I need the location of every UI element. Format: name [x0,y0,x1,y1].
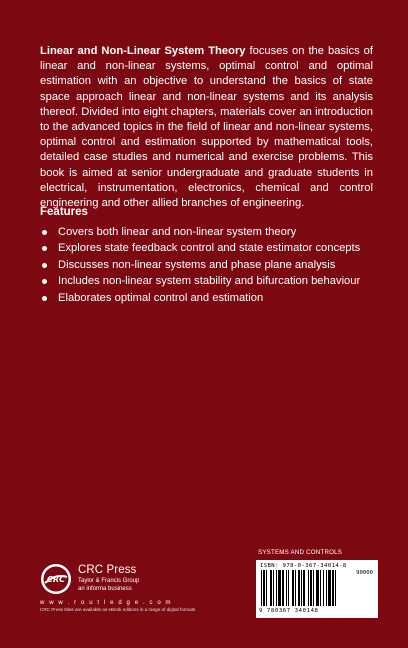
barcode-bar [286,570,287,606]
publisher-name: CRC Press [78,564,137,576]
barcode-bar [323,570,324,606]
series-label: SYSTEMS AND CONTROLS [258,549,343,556]
blurb-paragraph [40,44,373,211]
features-list [40,224,380,306]
barcode-bar [276,570,277,606]
barcode-bar [335,570,336,606]
barcode-bar [266,570,267,606]
barcode-bar [273,570,274,606]
feature-item [40,240,380,256]
book-title: Linear and Non-Linear System Theory [40,45,246,57]
bullet-icon [42,296,47,301]
barcode-bar [332,570,334,606]
barcode-bar [288,570,289,606]
barcode-box [256,560,378,618]
barcode-bar [310,570,312,606]
svg-text:CRC: CRC [47,575,65,584]
barcode-bar [263,570,265,606]
barcode-bar [298,570,300,606]
barcode-icon [261,570,351,608]
bullet-icon [42,246,47,251]
bullet-icon [42,230,47,235]
feature-text: Covers both linear and non-linear system theory [58,226,297,238]
feature-text: Explores state feedback control and state estimator concepts [58,242,361,255]
barcode-bar [270,570,272,606]
crc-logo-icon [40,563,72,595]
feature-item [40,257,380,273]
publisher-group: Taylor & Francis Group [78,578,140,584]
barcode-bar [261,570,262,606]
publisher-url: w w w . r o u t l e d g e . c o m [40,600,173,606]
publisher-business: an informa business [78,586,132,592]
feature-text: Elaborates optimal control and estimation [58,291,264,304]
features-heading: Features [40,206,88,218]
feature-item [40,224,380,240]
price-code: 90000 [356,570,373,576]
barcode-bar [282,570,284,606]
barcode-digits: 9 780367 340148 [259,608,319,614]
bullet-icon [42,263,47,268]
publisher-block [40,563,220,607]
feature-text: Includes non-linear system stability and bifurcation behaviour [58,275,361,288]
barcode-bar [295,570,296,606]
barcode-bar [308,570,309,606]
barcode-bar [301,570,302,606]
barcode-bar [292,570,294,606]
bullet-icon [42,279,47,284]
barcode-bar [326,570,327,606]
blurb-text: focuses on the basics of linear and non-linear systems, optimal control and optimal estimation with an objective to understand the basics of state space approach linear and non-linear systems and its analysis thereof. Divided into eight chapters, materials cover an introduction to the advanced topics in the field of linear and non-linear systems, optimal control and estimation supported by mathematical tools, detailed case studies and numerical and exercise problems. This book is aimed at senior undergraduate and graduate students in electrical, instrumentation, electronics, chemical and control engineering and other allied branches of engineering. [40,45,373,210]
feature-text: Discusses non-linear systems and phase plane analysis [58,258,336,271]
barcode-bar [278,570,281,606]
isbn-label: ISBN: 978-0-367-34014-8 [260,563,347,569]
barcode-bar [316,570,319,606]
feature-item [40,290,380,306]
barcode-bar [328,570,331,606]
feature-item [40,273,380,289]
barcode-bar [313,570,314,606]
ebook-note: CRC Press titles are available as eBook editions in a range of digital formats [40,607,196,612]
barcode-bar [303,570,305,606]
barcode-bar [320,570,321,606]
